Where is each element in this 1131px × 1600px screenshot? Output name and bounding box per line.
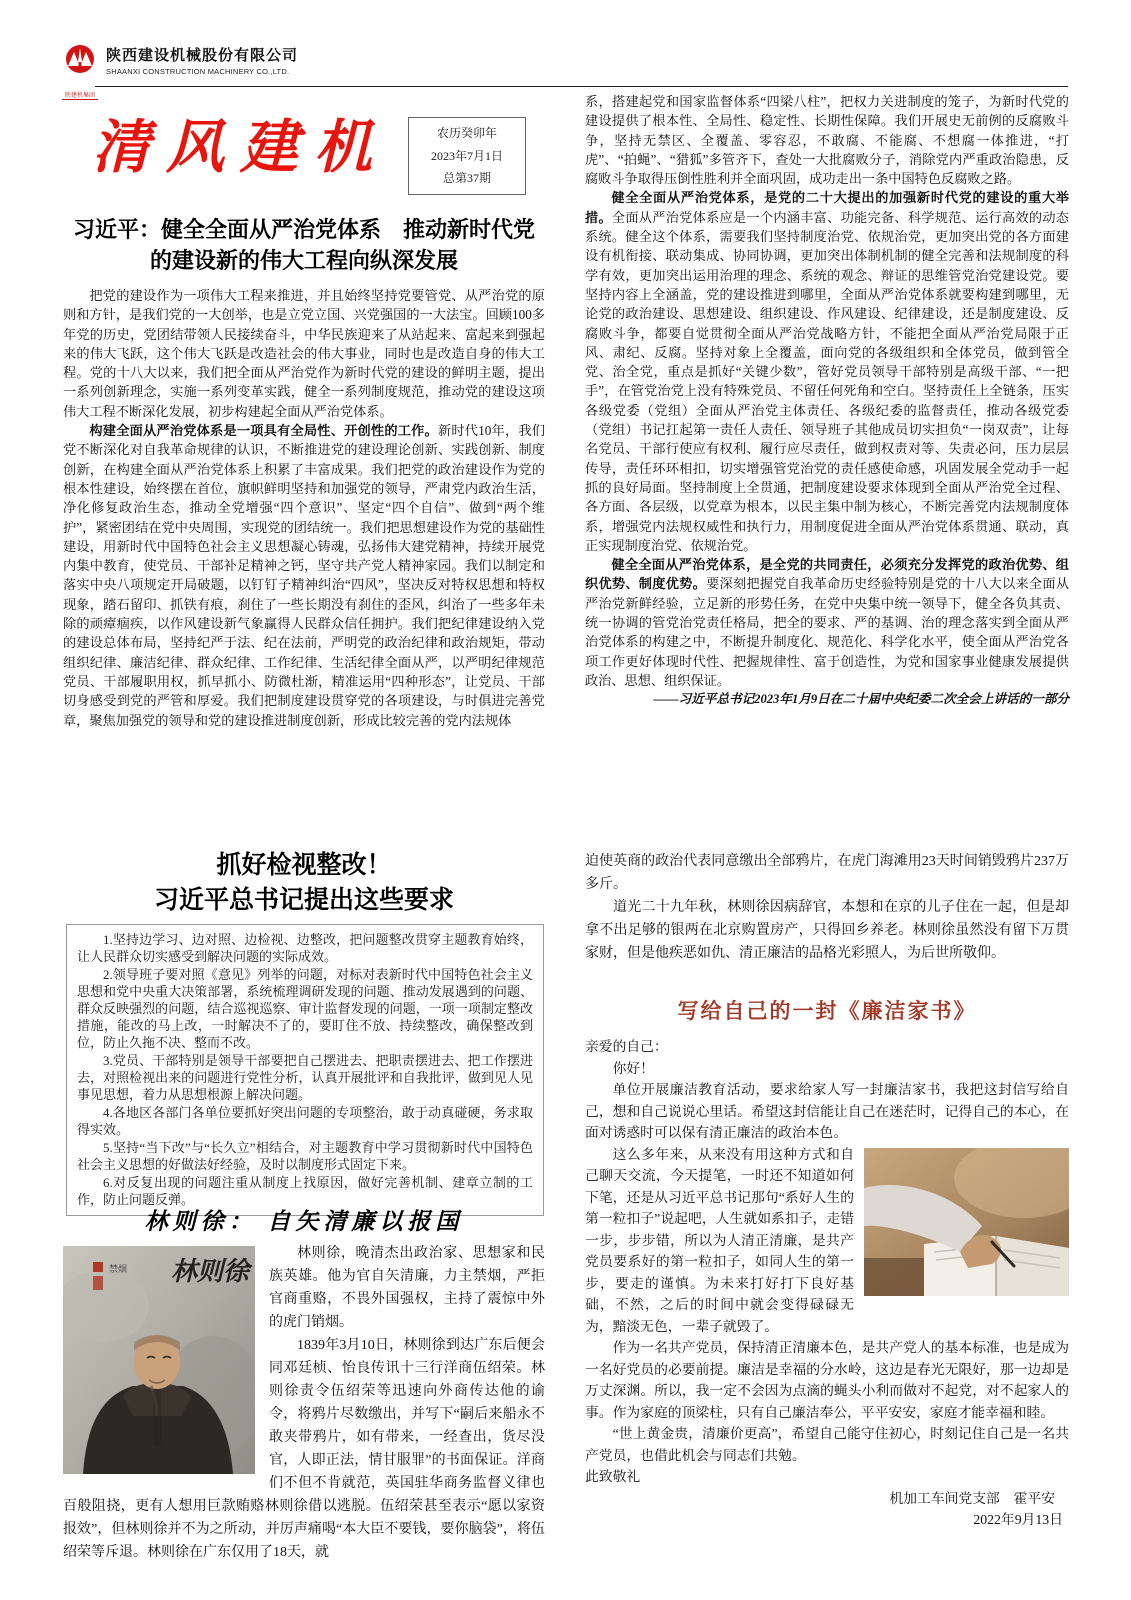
article3-right-column [585, 850, 1069, 965]
writing-hands-image [864, 1148, 1069, 1296]
article1-left-column [63, 286, 545, 730]
letter-paragraph: “世上黄金贵，清廉价更高”，希望自己能守住初心，时刻记住自己是一名共产党员，也借此机会与同志们共勉。 [585, 1426, 1069, 1463]
article1-p2-rest: 新时代10年，我们党不断深化对自我革命规律的认识，不断推进党的建设理论创新、实践创新、制度创新，在构建全面从严治党体系上积累了丰富成果。我们把党的政治建设作为党的根本性建设，始终摆在首位，旗帜鲜明坚持和加强党的领导，严肃党内政治生活，净化修复政治生态，推动全党增强“四个意识”、坚定“四个自信”、做到“两个维护”，紧密团结在党中央周围，实现党的团结统一。我们把思想建设作为党的基础性建设，用新时代中国特色社会主义思想凝心铸魂，弘扬伟大建党精神，持续开展党内集中教育，使党员、干部补足精神之钙，坚守共产党人精神家园。我们以制定和落实中央八项规定开局破题，以钉钉子精神纠治“四风”，坚决反对特权思想和特权现象，踏石留印、抓铁有痕，刹住了一些长期没有刹住的歪风，纠治了一些多年未除的顽瘴痼疾，以作风建设新气象赢得人民群众信任拥护。我们把纪律建设纳入党的建设总体布局，坚持纪严于法、纪在法前，严明党的政治纪律和政治规矩，带动组织纪律、廉洁纪律、群众纪律、工作纪律、生活纪律全面从严，以严明纪律规范党员、干部履职用权，抓早抓小、防微杜渐，精准运用“四种形态”，让党员、干部切身感受到党的严管和厚爱。我们把制度建设贯穿党的各项建设，与时俱进完善党章，聚焦加强党的领导和党的建设推进制度创新，形成比较完善的党内法规体 [63, 423, 546, 728]
article4-title: 写给自己的一封《廉洁家书》 [677, 1000, 977, 1023]
company-name-en: SHAANXI CONSTRUCTION MACHINERY CO.,LTD. [106, 67, 290, 76]
checklist-item: 6.对反复出现的问题注重从制度上找原因，做好完善机制、建章立制的工作，防止问题反弹。 [77, 1175, 533, 1207]
checklist-item: 5.坚持“当下改”与“长久立”相结合，对主题教育中学习贯彻新时代中国特色社会主义思想的好做法好经验，及时以制度形式固定下来。 [77, 1140, 533, 1172]
checklist-item: 4.各地区各部门各单位要抓好突出问题的专项整治，敢于动真碰硬，务求取得实效。 [77, 1105, 533, 1137]
letter-date: 2022年9月13日 [973, 1512, 1063, 1527]
article4-letter [585, 1036, 1069, 1531]
article1-attribution: ——习近平总书记2023年1月9日在二十届中央纪委二次全会上讲话的一部分 [653, 692, 1069, 707]
checklist-item: 2.领导班子要对照《意见》列举的问题，对标对表新时代中国特色社会主义思想和党中央重大决策部署，系统梳理调研发现的问题、推动发展遇到的问题、群众反映强烈的问题，结合巡视巡察、审计监督发现的问题，一项一项制定整改措施，能改的马上改，一时解决不了的，要盯住不放、持续整改，确保整改到位，防止久拖不决、整而不改。 [77, 967, 533, 1050]
article3-body [63, 1242, 545, 1564]
logo-caption: 陕建机集团 [62, 90, 98, 100]
article1-headline-line2: 的建设新的伟大工程向纵深发展 [149, 248, 458, 273]
letter-closing: 此致敬礼 [585, 1469, 641, 1484]
linzexu-portrait-image [63, 1246, 255, 1474]
article1-paragraph-continued: 系，搭建起党和国家监督体系“四梁八柱”，把权力关进制度的笼子，为新时代党的建设提供了根本性、全局性、稳定性、长期性保障。我们开展史无前例的反腐败斗争，坚持无禁区、全覆盖、零容忍，不敢腐、不能腐、不想腐一体推进，“打虎”、“拍蝇”、“猎狐”多管齐下，查处一大批腐败分子，消除党内严重政治隐患，反腐败斗争取得压倒性胜利并全面巩固，成功走出一条中国特色反腐败之路。 [585, 94, 1069, 187]
article1-p3-rest: 全面从严治党体系应是一个内涵丰富、功能完备、科学规范、运行高效的动态系统。健全这个体系，需要我们坚持制度治党、依规治党，更加突出党的各方面建设有机衔接、联动集成、协同协调，更加突出体制机制的健全完善和法规制度的科学有效，更加突出运用治理的理念、系统的观念、辩证的思维管党治党建设党。要坚持内容上全涵盖，党的建设推进到哪里，全面从严治党体系就要构建到哪里，无论党的政治建设、思想建设、组织建设、作风建设、纪律建设，还是制度建设、反腐败斗争，都要自觉贯彻全面从严治党战略方针，不能把全面从严治党局限于正风、肃纪、反腐。坚持对象上全覆盖，面向党的各级组织和全体党员，做到管全党、治全党，重点是抓好“关键少数”，管好党员领导干部特别是高级干部、“一把手”，在管党治党上没有特殊党员、不留任何死角和空白。坚持责任上全链条，压实各级党委（党组）全面从严治党主体责任、各级纪委的监督责任，推动各级党委（党组）书记扛起第一责任人责任、领导班子其他成员切实担负“一岗双责”，让每名党员、干部行使应有权利、履行应尽责任，做到权责对等、失责必问，压力层层传导，责任环环相扣，切实增强管党治党的责任感使命感，巩固发展全党动手一起抓的良好局面。坚持制度上全贯通，把制度建设要求体现到全面从严治党全过程、各方面、各层级，以党章为根本，以民主集中制为核心，不断完善党内法规制度体系，增强党内法规权威性和执行力，用制度促进全面从严治党体系贯通、联动，真正实现制度治党、依规治党。 [585, 209, 1069, 553]
article3-paragraph: 1839年3月10日，林则徐到达广东后便会同邓廷桢、怡良传讯十三行洋商伍绍荣。林则徐责令伍绍荣等迅速向外商传达他的谕令，将鸦片尽数缴出，并写下“嗣后来船永不敢夹带鸦片，如有带来，一经查出，货尽没官，人即正法，情甘服罪”的书面保证。洋商们不但不肯就范，英国驻华商务监督义律也百般阻挠，更有人想用巨款贿赂林则徐借以逃脱。伍绍荣甚至表示“愿以家资报效”，但林则徐并不为之所动，并厉声痛喝“本大臣不要钱，要你脑袋”，将伍绍荣等斥退。林则徐在广东仅用了18天，就 [63, 1338, 545, 1560]
article1-paragraph [585, 555, 1069, 690]
issue-info-box [408, 117, 526, 195]
article1-p3-lead: 健全全面从严治党体系，是党的二十大提出的加强新时代党的建设的重大举措。 [585, 190, 1069, 225]
letter-paragraph: 单位开展廉洁教育活动，要求给家人写一封廉洁家书，我把这封信写给自己，想和自己说说心里话。希望这封信能让自己在迷茫时，记得自己的本心，在面对诱惑时可以保有清正廉洁的政治本色。 [585, 1082, 1069, 1140]
svg-text:禁烟: 禁烟 [109, 1264, 128, 1274]
article1-headline-line1: 习近平：健全全面从严治党体系 推动新时代党 [72, 217, 535, 242]
letter-paragraph: 作为一名共产党员，保持清正清廉本色，是共产党人的基本标准，也是成为一名好党员的必要前提。廉洁是幸福的分水岭，这边是春光无限好，那一边却是万丈深渊。所以，我一定不会因为点滴的蝇头小利而做对不起党，对不起家人的事。作为家庭的顶梁柱，只有自己廉洁奉公，平平安安，家庭才能幸福和睦。 [585, 1340, 1069, 1420]
letter-salutation: 亲爱的自己： [585, 1039, 668, 1054]
article1-headline [63, 214, 545, 276]
lunar-year: 农历癸卯年 [436, 125, 497, 140]
article1-paragraph [63, 421, 545, 730]
article2-headline [63, 848, 545, 918]
article2-checklist-box [66, 924, 544, 1216]
company-logo-block [62, 44, 299, 99]
article3-title: 林则徐： 自矢清廉以报国 [144, 1209, 464, 1234]
article1-p4-lead: 健全全面从严治党体系，是全党的共同责任，必须充分发挥党的政治优势、组织优势、制度优势。 [585, 557, 1069, 592]
checklist-item: 1.坚持边学习、边对照、边检视、边整改，把问题整改贯穿主题教育始终，让人民群众切实感受到解决问题的实际成效。 [77, 932, 533, 964]
article1-right-column [585, 92, 1069, 710]
company-name-cn: 陕西建设机械股份有限公司 [106, 47, 299, 64]
letter-signature: 机加工车间党支部 霍平安 [889, 1490, 1055, 1506]
checklist-item: 3.党员、干部特别是领导干部要把自己摆进去、把职责摆进去、把工作摆进去，对照检视出来的问题进行党性分析，认真开展批评和自我批评，做到见人见事见思想，着力从思想根源上解决问题。 [77, 1053, 533, 1102]
article3-paragraph: 林则徐，晚清杰出政治家、思想家和民族英雄。他为官自矢清廉，力主禁烟，严拒官商重赂，不畏外国强权，主持了震惊中外的虎门销烟。 [269, 1246, 545, 1330]
article1-p2-lead: 构建全面从严治党体系是一项具有全局性、开创性的工作。 [89, 423, 438, 439]
portrait-calligraphy: 林则徐 [170, 1257, 249, 1286]
issue-number: 总第37期 [442, 171, 491, 186]
article3-paragraph-continued: 迫使英商的政治代表同意缴出全部鸦片，在虎门海滩用23天时间销毁鸦片237万多斤。 [585, 854, 1069, 892]
header-divider [95, 86, 1068, 87]
company-logo-icon [62, 44, 98, 99]
masthead-title: 清风建机 [92, 115, 389, 180]
article3-paragraph: 道光二十九年秋，林则徐因病辞官，本想和在京的儿子住在一起，但是却拿不出足够的银两在北京购置房产，只得回乡养老。林则徐虽然没有留下万贯家财，但是他疾恶如仇、清正廉洁的品格光彩照人，为后世所敬仰。 [585, 900, 1069, 961]
article1-p4-rest: 要深刻把握党自我革命历史经验特别是党的十八大以来全面从严治党新鲜经验，立足新的形势任务，在党中央集中统一领导下，健全各负其责、统一协调的管党治党责任格局，把全的要求、严的基调、治的理念落实到全面从严治党体系的构建之中，不断提升制度化、规范化、科学化水平，使全面从严治党各项工作更好体现时代性、把握规律性、富于创造性，为党和国家事业健康发展提供政治、思想、组织保证。 [585, 576, 1070, 688]
issue-date: 2023年7月1日 [430, 148, 503, 163]
article2-headline-line2: 习近平总书记提出这些要求 [153, 886, 454, 914]
article2-headline-line1: 抓好检视整改！ [216, 851, 392, 879]
letter-greeting: 你好！ [612, 1060, 654, 1076]
article1-paragraph: 把党的建设作为一项伟大工程来推进，并且始终坚持党要管党、从严治党的原则和方针，是我们党的一大创举，也是立党立国、兴党强国的一大法宝。回顾100多年党的历史，党团结带领人民接续奋斗，中华民族迎来了从站起来、富起来到强起来的伟大飞跃，这个伟大飞跃是改造社会的伟大事业，同时也是改造自身的伟大工程。党的十八大以来，我们把全面从严治党作为新时代党的建设的鲜明主题，提出一系列创新理念，实施一系列变革实践，健全一系列制度规范，推动党的建设这项伟大工程不断深化发展，初步构建起全面从严治党体系。 [63, 288, 545, 419]
letter-paragraph: 这么多年来，从来没有用这种方式和自己聊天交流，今天提笔，一时还不知道如何下笔，还是从习近平总书记那句“系好人生的第一粒扣子”说起吧，人生就如系扣子，走错一步，步步错，所以为人清正清廉，是共产党员要系好的第一粒扣子，如同人生的第一步，要走的谨慎。为未来打好打下良好基础，不然，之后的时间中就会变得碌碌无为，黯淡无色，一辈子就毁了。 [585, 1146, 854, 1334]
article1-paragraph [585, 188, 1069, 555]
